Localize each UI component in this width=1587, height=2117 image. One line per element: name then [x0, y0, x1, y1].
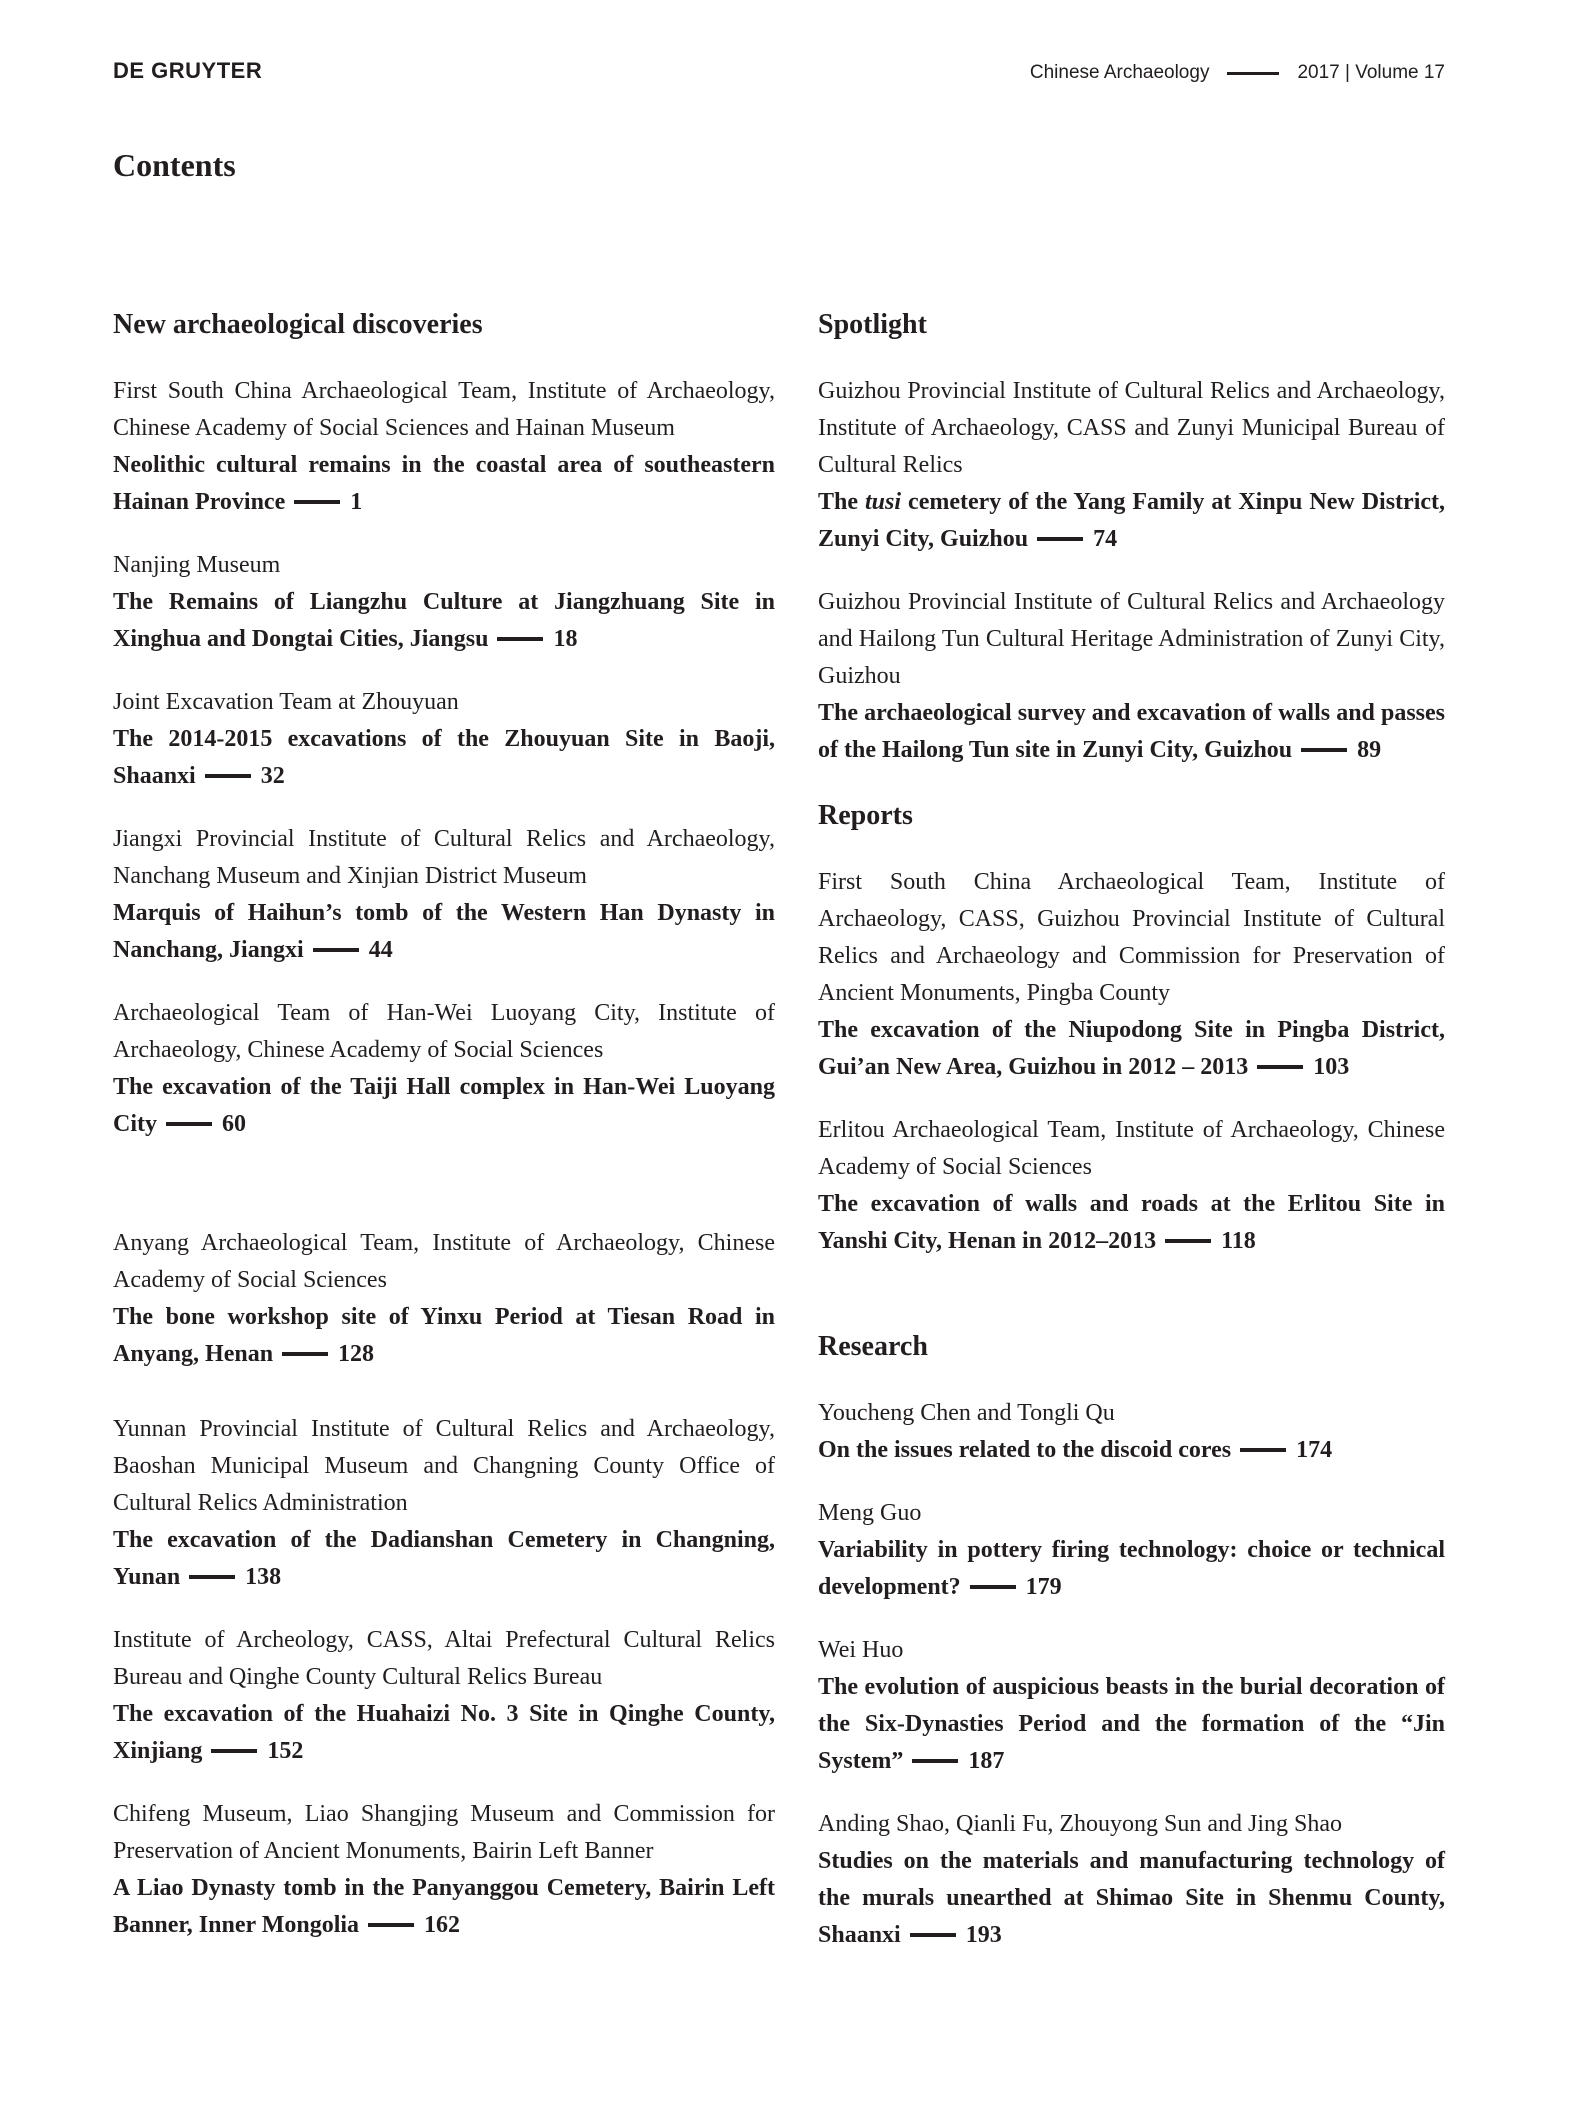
- toc-entry: [818, 584, 1445, 769]
- entry-authors: Jiangxi Provincial Institute of Cultural Relics and Archaeology, Nanchang Museum and Xinjian District Museum: [113, 826, 775, 889]
- title-text: Variability in pottery firing technology: choice or technical development?: [818, 1537, 1445, 1600]
- toc-section: [818, 306, 1445, 769]
- entry-title: [818, 1432, 1445, 1469]
- title-text: Studies on the materials and manufacturing technology of the murals unearthed at Shimao Site in Shenmu County, Shaanxi: [818, 1848, 1445, 1948]
- page-dash-rule: [1165, 1239, 1211, 1243]
- entry-page-number: 103: [1313, 1054, 1350, 1080]
- entry-title: [113, 1696, 775, 1770]
- entry-authors: Erlitou Archaeological Team, Institute of Archaeology, Chinese Academy of Social Sciences: [818, 1117, 1445, 1180]
- toc-entry: [818, 1806, 1445, 1954]
- entry-title: [113, 1870, 775, 1944]
- toc-entry: [113, 684, 775, 795]
- title-text: The excavation of the Niupodong Site in Pingba District, Gui’an New Area, Guizhou in 2012 – 2013: [818, 1017, 1445, 1080]
- page-dash-rule: [368, 1923, 414, 1927]
- toc-entry: [113, 995, 775, 1143]
- title-text: The excavation of walls and roads at the Erlitou Site in Yanshi City, Henan in 2012–2013: [818, 1191, 1445, 1254]
- title-text: The excavation of the Dadianshan Cemetery in Changning, Yunan: [113, 1527, 775, 1590]
- page-dash-rule: [1257, 1065, 1303, 1069]
- entry-authors: Meng Guo: [818, 1500, 922, 1526]
- section-heading: Reports: [818, 800, 913, 831]
- entry-page-number: 118: [1221, 1228, 1256, 1254]
- toc-entry: [818, 1395, 1445, 1469]
- entry-title: [818, 1186, 1445, 1260]
- toc-entry: [818, 1112, 1445, 1260]
- entry-title: [113, 584, 775, 658]
- toc-section: [818, 797, 1445, 1260]
- toc-entry: [818, 1632, 1445, 1780]
- toc-entry: [113, 1796, 775, 1944]
- page-title: Contents: [113, 147, 236, 183]
- title-text: The 2014-2015 excavations of the Zhouyuan Site in Baoji, Shaanxi: [113, 726, 775, 789]
- toc-section: [113, 306, 775, 1944]
- entry-authors: Guizhou Provincial Institute of Cultural Relics and Archaeology, Institute of Archaeology, CASS and Zunyi Municipal Bureau of Cultural Relics: [818, 378, 1445, 478]
- publisher-logo: DE GRUYTER: [113, 58, 263, 83]
- entry-title: [818, 1843, 1445, 1954]
- entry-title: [113, 1069, 775, 1143]
- entry-page-number: 174: [1296, 1437, 1333, 1463]
- entry-page-number: 74: [1093, 526, 1118, 552]
- title-text: A Liao Dynasty tomb in the Panyanggou Cemetery, Bairin Left Banner, Inner Mongolia: [113, 1875, 775, 1938]
- left-column: [113, 306, 775, 1980]
- title-text: The bone workshop site of Yinxu Period at Tiesan Road in Anyang, Henan: [113, 1304, 775, 1367]
- entry-page-number: 89: [1357, 737, 1382, 763]
- page-dash-rule: [294, 500, 340, 504]
- toc-entry: [818, 864, 1445, 1086]
- title-text: cemetery of the Yang Family at Xinpu New District, Zunyi City, Guizhou: [818, 489, 1446, 552]
- entry-page-number: 187: [968, 1748, 1005, 1774]
- entry-title: [113, 895, 775, 969]
- entry-authors: Anyang Archaeological Team, Institute of Archaeology, Chinese Academy of Social Sciences: [113, 1230, 775, 1293]
- entry-page-number: 128: [338, 1341, 375, 1367]
- title-text: The excavation of the Huahaizi No. 3 Site in Qinghe County, Xinjiang: [113, 1701, 775, 1764]
- toc-entry: [113, 1225, 775, 1373]
- entry-title: [818, 695, 1445, 769]
- page-dash-rule: [1037, 537, 1083, 541]
- page-dash-rule: [211, 1749, 257, 1753]
- entry-page-number: 1: [350, 489, 363, 515]
- issue-info: 2017 | Volume 17: [1297, 62, 1445, 83]
- toc-entry: [818, 373, 1445, 558]
- entry-authors: Anding Shao, Qianli Fu, Zhouyong Sun and Jing Shao: [818, 1811, 1343, 1837]
- entry-authors: First South China Archaeological Team, Institute of Archaeology, Chinese Academy of Social Sciences and Hainan Museum: [113, 378, 775, 441]
- page-dash-rule: [910, 1933, 956, 1937]
- entry-title: [113, 721, 775, 795]
- title-text: The excavation of the Taiji Hall complex in Han-Wei Luoyang City: [113, 1074, 775, 1137]
- entry-title: [113, 447, 775, 521]
- entry-authors: Joint Excavation Team at Zhouyuan: [113, 689, 459, 715]
- title-text: The archaeological survey and excavation of walls and passes of the Hailong Tun site in Zunyi City, Guizhou: [818, 700, 1445, 763]
- section-heading: Research: [818, 1331, 928, 1362]
- entry-title: [818, 484, 1445, 558]
- journal-issue-line: [1030, 62, 1445, 84]
- entry-title: [818, 1012, 1445, 1086]
- entry-page-number: 32: [260, 763, 285, 789]
- toc-section: [818, 1328, 1445, 1954]
- title-text: Marquis of Haihun’s tomb of the Western Han Dynasty in Nanchang, Jiangxi: [113, 900, 775, 963]
- toc-entry: [818, 1495, 1445, 1606]
- entry-title: [818, 1532, 1445, 1606]
- head-dash-rule: [1227, 72, 1279, 75]
- entry-authors: Guizhou Provincial Institute of Cultural Relics and Archaeology and Hailong Tun Cultural Heritage Administration of Zunyi City, Guizhou: [818, 589, 1445, 689]
- entry-authors: Wei Huo: [818, 1637, 904, 1663]
- page-dash-rule: [1301, 748, 1347, 752]
- toc-entry: [113, 1622, 775, 1770]
- page-dash-rule: [1240, 1448, 1286, 1452]
- page-dash-rule: [166, 1122, 212, 1126]
- title-italic-term: tusi: [865, 489, 902, 515]
- entry-page-number: 193: [965, 1922, 1002, 1948]
- entry-title: [818, 1669, 1445, 1780]
- entry-authors: First South China Archaeological Team, Institute of Archaeology, CASS, Guizhou Provincial Institute of Cultural Relics and Archaeology and Commission for Preservation of Ancient Monuments, Pingba County: [818, 869, 1445, 1006]
- entry-authors: Chifeng Museum, Liao Shangjing Museum and Commission for Preservation of Ancient Monuments, Bairin Left Banner: [113, 1801, 775, 1864]
- entry-authors: Yunnan Provincial Institute of Cultural Relics and Archaeology, Baoshan Municipal Museum and Changning County Office of Cultural Relics Administration: [113, 1416, 775, 1516]
- page-dash-rule: [282, 1352, 328, 1356]
- toc-entry: [113, 373, 775, 521]
- entry-authors: Institute of Archeology, CASS, Altai Prefectural Cultural Relics Bureau and Qinghe County Cultural Relics Bureau: [113, 1627, 775, 1690]
- entry-page-number: 18: [553, 626, 578, 652]
- entry-page-number: 138: [245, 1564, 282, 1590]
- entry-page-number: 179: [1025, 1574, 1062, 1600]
- journal-name: Chinese Archaeology: [1029, 62, 1210, 83]
- toc-entry: [113, 821, 775, 969]
- page-dash-rule: [497, 637, 543, 641]
- title-text: On the issues related to the discoid cores: [818, 1437, 1232, 1463]
- toc-entry: [113, 547, 775, 658]
- page-dash-rule: [189, 1575, 235, 1579]
- page-dash-rule: [912, 1759, 958, 1763]
- section-heading: Spotlight: [818, 309, 927, 340]
- entry-authors: Youcheng Chen and Tongli Qu: [818, 1400, 1115, 1426]
- title-text: The evolution of auspicious beasts in the burial decoration of the Six-Dynasties Period and the formation of the “Jin System”: [818, 1674, 1445, 1774]
- section-heading: New archaeological discoveries: [113, 309, 483, 340]
- running-head: [113, 60, 1445, 84]
- toc-entry: [113, 1411, 775, 1596]
- title-text: Neolithic cultural remains in the coastal area of southeastern Hainan Province: [113, 452, 775, 515]
- entry-authors: Nanjing Museum: [113, 552, 281, 578]
- entry-page-number: 60: [222, 1111, 246, 1137]
- right-column: [818, 306, 1445, 1980]
- title-text: The: [818, 489, 866, 515]
- entry-title: [113, 1522, 775, 1596]
- toc-columns: [113, 306, 1445, 1980]
- entry-page-number: 152: [267, 1738, 304, 1764]
- page-dash-rule: [205, 774, 251, 778]
- page-dash-rule: [970, 1585, 1016, 1589]
- entry-page-number: 44: [368, 937, 393, 963]
- entry-page-number: 162: [424, 1912, 461, 1938]
- title-text: The Remains of Liangzhu Culture at Jiangzhuang Site in Xinghua and Dongtai Cities, Jiangsu: [113, 589, 775, 652]
- page-dash-rule: [313, 948, 359, 952]
- entry-authors: Archaeological Team of Han-Wei Luoyang City, Institute of Archaeology, Chinese Academy of Social Sciences: [113, 1000, 775, 1063]
- entry-title: [113, 1299, 775, 1373]
